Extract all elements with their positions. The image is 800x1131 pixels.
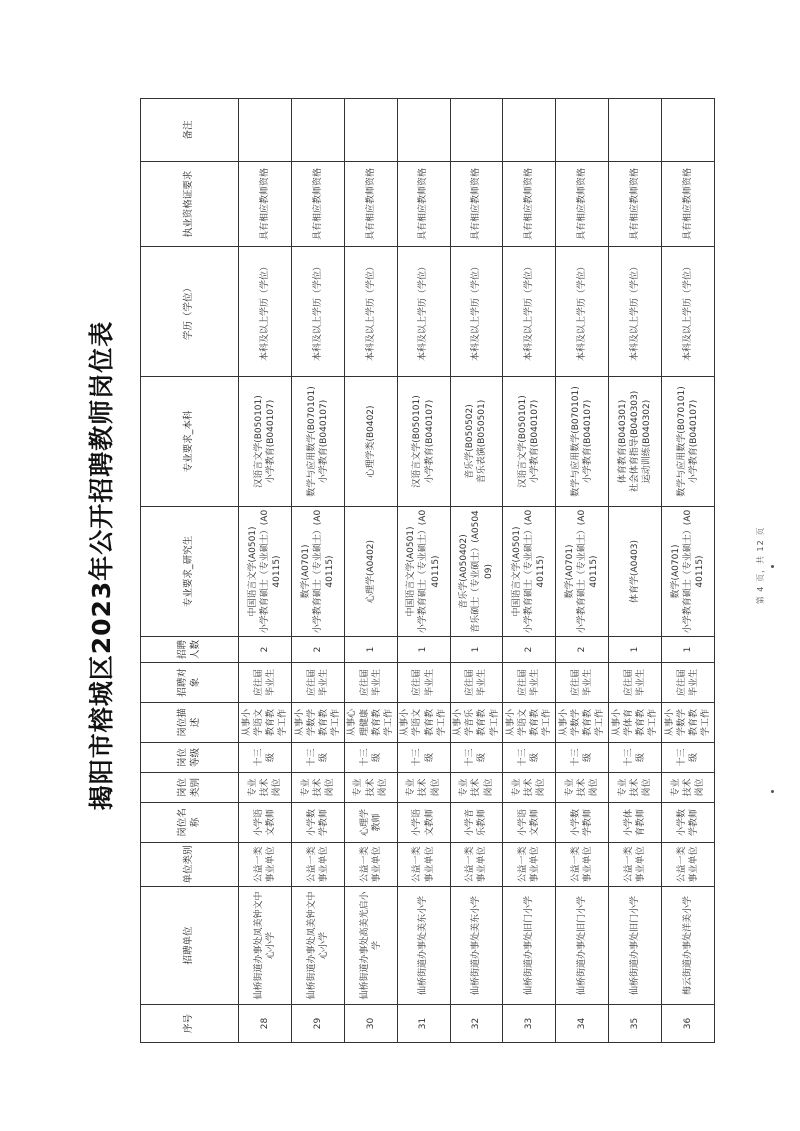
post-description-cell: 从事心理健康教育教学工作 bbox=[344, 703, 397, 743]
major-postgraduate-cell: 心理学(A0402) bbox=[344, 507, 397, 637]
post-level-cell: 十三级 bbox=[503, 743, 556, 773]
row-number-cell: 33 bbox=[503, 1005, 556, 1043]
post-name-cell: 小学语文教师 bbox=[397, 803, 450, 843]
post-description-cell: 从事小学数学教育教学工作 bbox=[662, 703, 715, 743]
post-level-cell: 十三级 bbox=[397, 743, 450, 773]
certificate-requirement-cell: 具有相应教师资格 bbox=[239, 162, 292, 247]
major-undergraduate-cell: 汉语言文学(B050101) 小学教育(B040107) bbox=[397, 377, 450, 507]
major-postgraduate-cell: 中国语言文学(A0501) 小学教育硕士（专业硕士）(A040115) bbox=[397, 507, 450, 637]
post-description-cell: 从事小学音乐教育教学工作 bbox=[450, 703, 503, 743]
header-cell: 专业要求_本科 bbox=[141, 377, 239, 507]
table-row bbox=[503, 99, 556, 1043]
post-name-cell: 小学数学教师 bbox=[662, 803, 715, 843]
major-postgraduate-cell: 数学(A0701) 小学教育硕士（专业硕士）(A040115) bbox=[556, 507, 609, 637]
post-type-cell: 专业技术岗位 bbox=[239, 773, 292, 803]
row-number-cell: 29 bbox=[291, 1005, 344, 1043]
remark-cell bbox=[344, 99, 397, 162]
recruiting-unit-cell: 仙桥街道办事处美东小学 bbox=[397, 887, 450, 1005]
recruit-target-cell: 应往届毕业生 bbox=[503, 663, 556, 703]
post-type-cell: 专业技术岗位 bbox=[662, 773, 715, 803]
post-level-cell: 十三级 bbox=[662, 743, 715, 773]
table-row bbox=[556, 99, 609, 1043]
recruit-count-cell: 2 bbox=[503, 637, 556, 663]
certificate-requirement-cell: 具有相应教师资格 bbox=[556, 162, 609, 247]
recruit-target-cell: 应往届毕业生 bbox=[344, 663, 397, 703]
education-degree-cell: 本科及以上学历（学位） bbox=[662, 247, 715, 377]
header-cell: 专业要求_研究生 bbox=[141, 507, 239, 637]
remark-cell bbox=[662, 99, 715, 162]
major-postgraduate-cell: 中国语言文学(A0501) 小学教育硕士（专业硕士）(A040115) bbox=[239, 507, 292, 637]
header-cell: 岗位描述 bbox=[141, 703, 239, 743]
recruiting-unit-cell: 仙桥街道办事处旧门小学 bbox=[556, 887, 609, 1005]
certificate-requirement-cell: 具有相应教师资格 bbox=[291, 162, 344, 247]
post-description-cell: 从事小学语文教育教学工作 bbox=[397, 703, 450, 743]
recruiting-unit-cell: 仙桥街道办事处高美光启小学 bbox=[344, 887, 397, 1005]
recruit-count-cell: 1 bbox=[397, 637, 450, 663]
post-type-cell: 专业技术岗位 bbox=[344, 773, 397, 803]
header-cell: 招聘单位 bbox=[141, 887, 239, 1005]
table-header-row bbox=[141, 99, 239, 1043]
remark-cell bbox=[397, 99, 450, 162]
certificate-requirement-cell: 具有相应教师资格 bbox=[450, 162, 503, 247]
major-undergraduate-cell: 音乐学(B050502) 音乐表演(B050501) bbox=[450, 377, 503, 507]
post-level-cell: 十三级 bbox=[291, 743, 344, 773]
unit-category-cell: 公益一类事业单位 bbox=[609, 843, 662, 887]
recruit-count-cell: 1 bbox=[344, 637, 397, 663]
post-name-cell: 小学语文教师 bbox=[239, 803, 292, 843]
header-cell: 岗位类别 bbox=[141, 773, 239, 803]
row-number-cell: 30 bbox=[344, 1005, 397, 1043]
row-number-cell: 35 bbox=[609, 1005, 662, 1043]
table-body bbox=[239, 99, 715, 1043]
recruiting-unit-cell: 仙桥街道办事处美东小学 bbox=[450, 887, 503, 1005]
post-name-cell: 小学数学教师 bbox=[556, 803, 609, 843]
certificate-requirement-cell: 具有相应教师资格 bbox=[344, 162, 397, 247]
recruit-target-cell: 应往届毕业生 bbox=[291, 663, 344, 703]
row-number-cell: 31 bbox=[397, 1005, 450, 1043]
post-type-cell: 专业技术岗位 bbox=[503, 773, 556, 803]
post-level-cell: 十三级 bbox=[450, 743, 503, 773]
unit-category-cell: 公益一类事业单位 bbox=[239, 843, 292, 887]
row-number-cell: 28 bbox=[239, 1005, 292, 1043]
recruit-count-cell: 1 bbox=[609, 637, 662, 663]
recruit-target-cell: 应往届毕业生 bbox=[662, 663, 715, 703]
remark-cell bbox=[503, 99, 556, 162]
major-postgraduate-cell: 体育学(A0403) bbox=[609, 507, 662, 637]
recruit-count-cell: 2 bbox=[239, 637, 292, 663]
post-type-cell: 专业技术岗位 bbox=[397, 773, 450, 803]
header-cell: 岗位等级 bbox=[141, 743, 239, 773]
major-undergraduate-cell: 心理学类(B0402) bbox=[344, 377, 397, 507]
post-type-cell: 专业技术岗位 bbox=[291, 773, 344, 803]
certificate-requirement-cell: 具有相应教师资格 bbox=[609, 162, 662, 247]
post-level-cell: 十三级 bbox=[239, 743, 292, 773]
remark-cell bbox=[450, 99, 503, 162]
recruit-count-cell: 1 bbox=[450, 637, 503, 663]
education-degree-cell: 本科及以上学历（学位） bbox=[503, 247, 556, 377]
certificate-requirement-cell: 具有相应教师资格 bbox=[503, 162, 556, 247]
recruit-target-cell: 应往届毕业生 bbox=[556, 663, 609, 703]
certificate-requirement-cell: 具有相应教师资格 bbox=[662, 162, 715, 247]
unit-category-cell: 公益一类事业单位 bbox=[397, 843, 450, 887]
post-description-cell: 从事小学语文教育教学工作 bbox=[503, 703, 556, 743]
header-cell: 单位类别 bbox=[141, 843, 239, 887]
recruiting-unit-cell: 梅云街道办事处洋美小学 bbox=[662, 887, 715, 1005]
table-row bbox=[291, 99, 344, 1043]
post-name-cell: 小学数学教师 bbox=[291, 803, 344, 843]
education-degree-cell: 本科及以上学历（学位） bbox=[291, 247, 344, 377]
major-postgraduate-cell: 中国语言文学(A0501) 小学教育硕士（专业硕士）(A040115) bbox=[503, 507, 556, 637]
post-level-cell: 十三级 bbox=[609, 743, 662, 773]
header-cell: 序号 bbox=[141, 1005, 239, 1043]
page-number: 第 4 页，共 12 页 bbox=[756, 526, 765, 605]
education-degree-cell: 本科及以上学历（学位） bbox=[344, 247, 397, 377]
recruitment-table bbox=[140, 98, 715, 1043]
certificate-requirement-cell: 具有相应教师资格 bbox=[397, 162, 450, 247]
header-cell: 备注 bbox=[141, 99, 239, 162]
recruiting-unit-cell: 仙桥街道办事处旧门小学 bbox=[609, 887, 662, 1005]
major-postgraduate-cell: 音乐学(A050402) 音乐硕士（专业硕士）(A050409) bbox=[450, 507, 503, 637]
unit-category-cell: 公益一类事业单位 bbox=[503, 843, 556, 887]
major-postgraduate-cell: 数学(A0701) 小学教育硕士（专业硕士）(A040115) bbox=[291, 507, 344, 637]
row-number-cell: 32 bbox=[450, 1005, 503, 1043]
recruit-count-cell: 2 bbox=[291, 637, 344, 663]
unit-category-cell: 公益一类事业单位 bbox=[556, 843, 609, 887]
major-undergraduate-cell: 数学与应用数学(B070101) 小学教育(B040107) bbox=[556, 377, 609, 507]
unit-category-cell: 公益一类事业单位 bbox=[291, 843, 344, 887]
post-type-cell: 专业技术岗位 bbox=[556, 773, 609, 803]
table-row bbox=[239, 99, 292, 1043]
table-row bbox=[662, 99, 715, 1043]
remark-cell bbox=[239, 99, 292, 162]
recruit-target-cell: 应往届毕业生 bbox=[397, 663, 450, 703]
education-degree-cell: 本科及以上学历（学位） bbox=[239, 247, 292, 377]
remark-cell bbox=[556, 99, 609, 162]
post-name-cell: 小学体育教师 bbox=[609, 803, 662, 843]
major-undergraduate-cell: 数学与应用数学(B070101) 小学教育(B040107) bbox=[662, 377, 715, 507]
row-number-cell: 34 bbox=[556, 1005, 609, 1043]
table-row bbox=[397, 99, 450, 1043]
table-row bbox=[344, 99, 397, 1043]
scan-dot bbox=[771, 565, 774, 568]
remark-cell bbox=[609, 99, 662, 162]
page-title: 揭阳市榕城区2023年公开招聘教师岗位表 bbox=[87, 320, 116, 811]
header-cell: 招聘对象 bbox=[141, 663, 239, 703]
unit-category-cell: 公益一类事业单位 bbox=[662, 843, 715, 887]
major-undergraduate-cell: 汉语言文学(B050101) 小学教育(B040107) bbox=[239, 377, 292, 507]
recruiting-unit-cell: 仙桥街道办事处旧门小学 bbox=[503, 887, 556, 1005]
education-degree-cell: 本科及以上学历（学位） bbox=[450, 247, 503, 377]
post-description-cell: 从事小学数学教育教学工作 bbox=[556, 703, 609, 743]
education-degree-cell: 本科及以上学历（学位） bbox=[397, 247, 450, 377]
recruit-count-cell: 2 bbox=[556, 637, 609, 663]
post-name-cell: 心理学教师 bbox=[344, 803, 397, 843]
recruit-target-cell: 应往届毕业生 bbox=[609, 663, 662, 703]
recruit-target-cell: 应往届毕业生 bbox=[239, 663, 292, 703]
post-name-cell: 小学语文教师 bbox=[503, 803, 556, 843]
post-name-cell: 小学音乐教师 bbox=[450, 803, 503, 843]
recruiting-unit-cell: 仙桥街道办事处凤美钟文中心小学 bbox=[291, 887, 344, 1005]
row-number-cell: 36 bbox=[662, 1005, 715, 1043]
remark-cell bbox=[291, 99, 344, 162]
major-undergraduate-cell: 体育教育(B040301) 社会体育指导(B040303) 运动训练(B040302) bbox=[609, 377, 662, 507]
header-cell: 学历（学位） bbox=[141, 247, 239, 377]
header-cell: 招聘人数 bbox=[141, 637, 239, 663]
post-level-cell: 十三级 bbox=[556, 743, 609, 773]
recruit-count-cell: 1 bbox=[662, 637, 715, 663]
table-row bbox=[450, 99, 503, 1043]
post-level-cell: 十三级 bbox=[344, 743, 397, 773]
post-type-cell: 专业技术岗位 bbox=[450, 773, 503, 803]
major-undergraduate-cell: 汉语言文学(B050101) 小学教育(B040107) bbox=[503, 377, 556, 507]
education-degree-cell: 本科及以上学历（学位） bbox=[609, 247, 662, 377]
education-degree-cell: 本科及以上学历（学位） bbox=[556, 247, 609, 377]
header-cell: 岗位名称 bbox=[141, 803, 239, 843]
recruit-target-cell: 应往届毕业生 bbox=[450, 663, 503, 703]
header-cell: 执业资格证要求 bbox=[141, 162, 239, 247]
unit-category-cell: 公益一类事业单位 bbox=[450, 843, 503, 887]
post-description-cell: 从事小学数学教育教学工作 bbox=[291, 703, 344, 743]
scan-dot bbox=[771, 790, 774, 793]
post-type-cell: 专业技术岗位 bbox=[609, 773, 662, 803]
major-undergraduate-cell: 数学与应用数学(B070101) 小学教育(B040107) bbox=[291, 377, 344, 507]
table-row bbox=[609, 99, 662, 1043]
recruiting-unit-cell: 仙桥街道办事处凤美钟文中心小学 bbox=[239, 887, 292, 1005]
post-description-cell: 从事小学体育教育教学工作 bbox=[609, 703, 662, 743]
unit-category-cell: 公益一类事业单位 bbox=[344, 843, 397, 887]
post-description-cell: 从事小学语文教育教学工作 bbox=[239, 703, 292, 743]
major-postgraduate-cell: 数学(A0701) 小学教育硕士（专业硕士）(A040115) bbox=[662, 507, 715, 637]
